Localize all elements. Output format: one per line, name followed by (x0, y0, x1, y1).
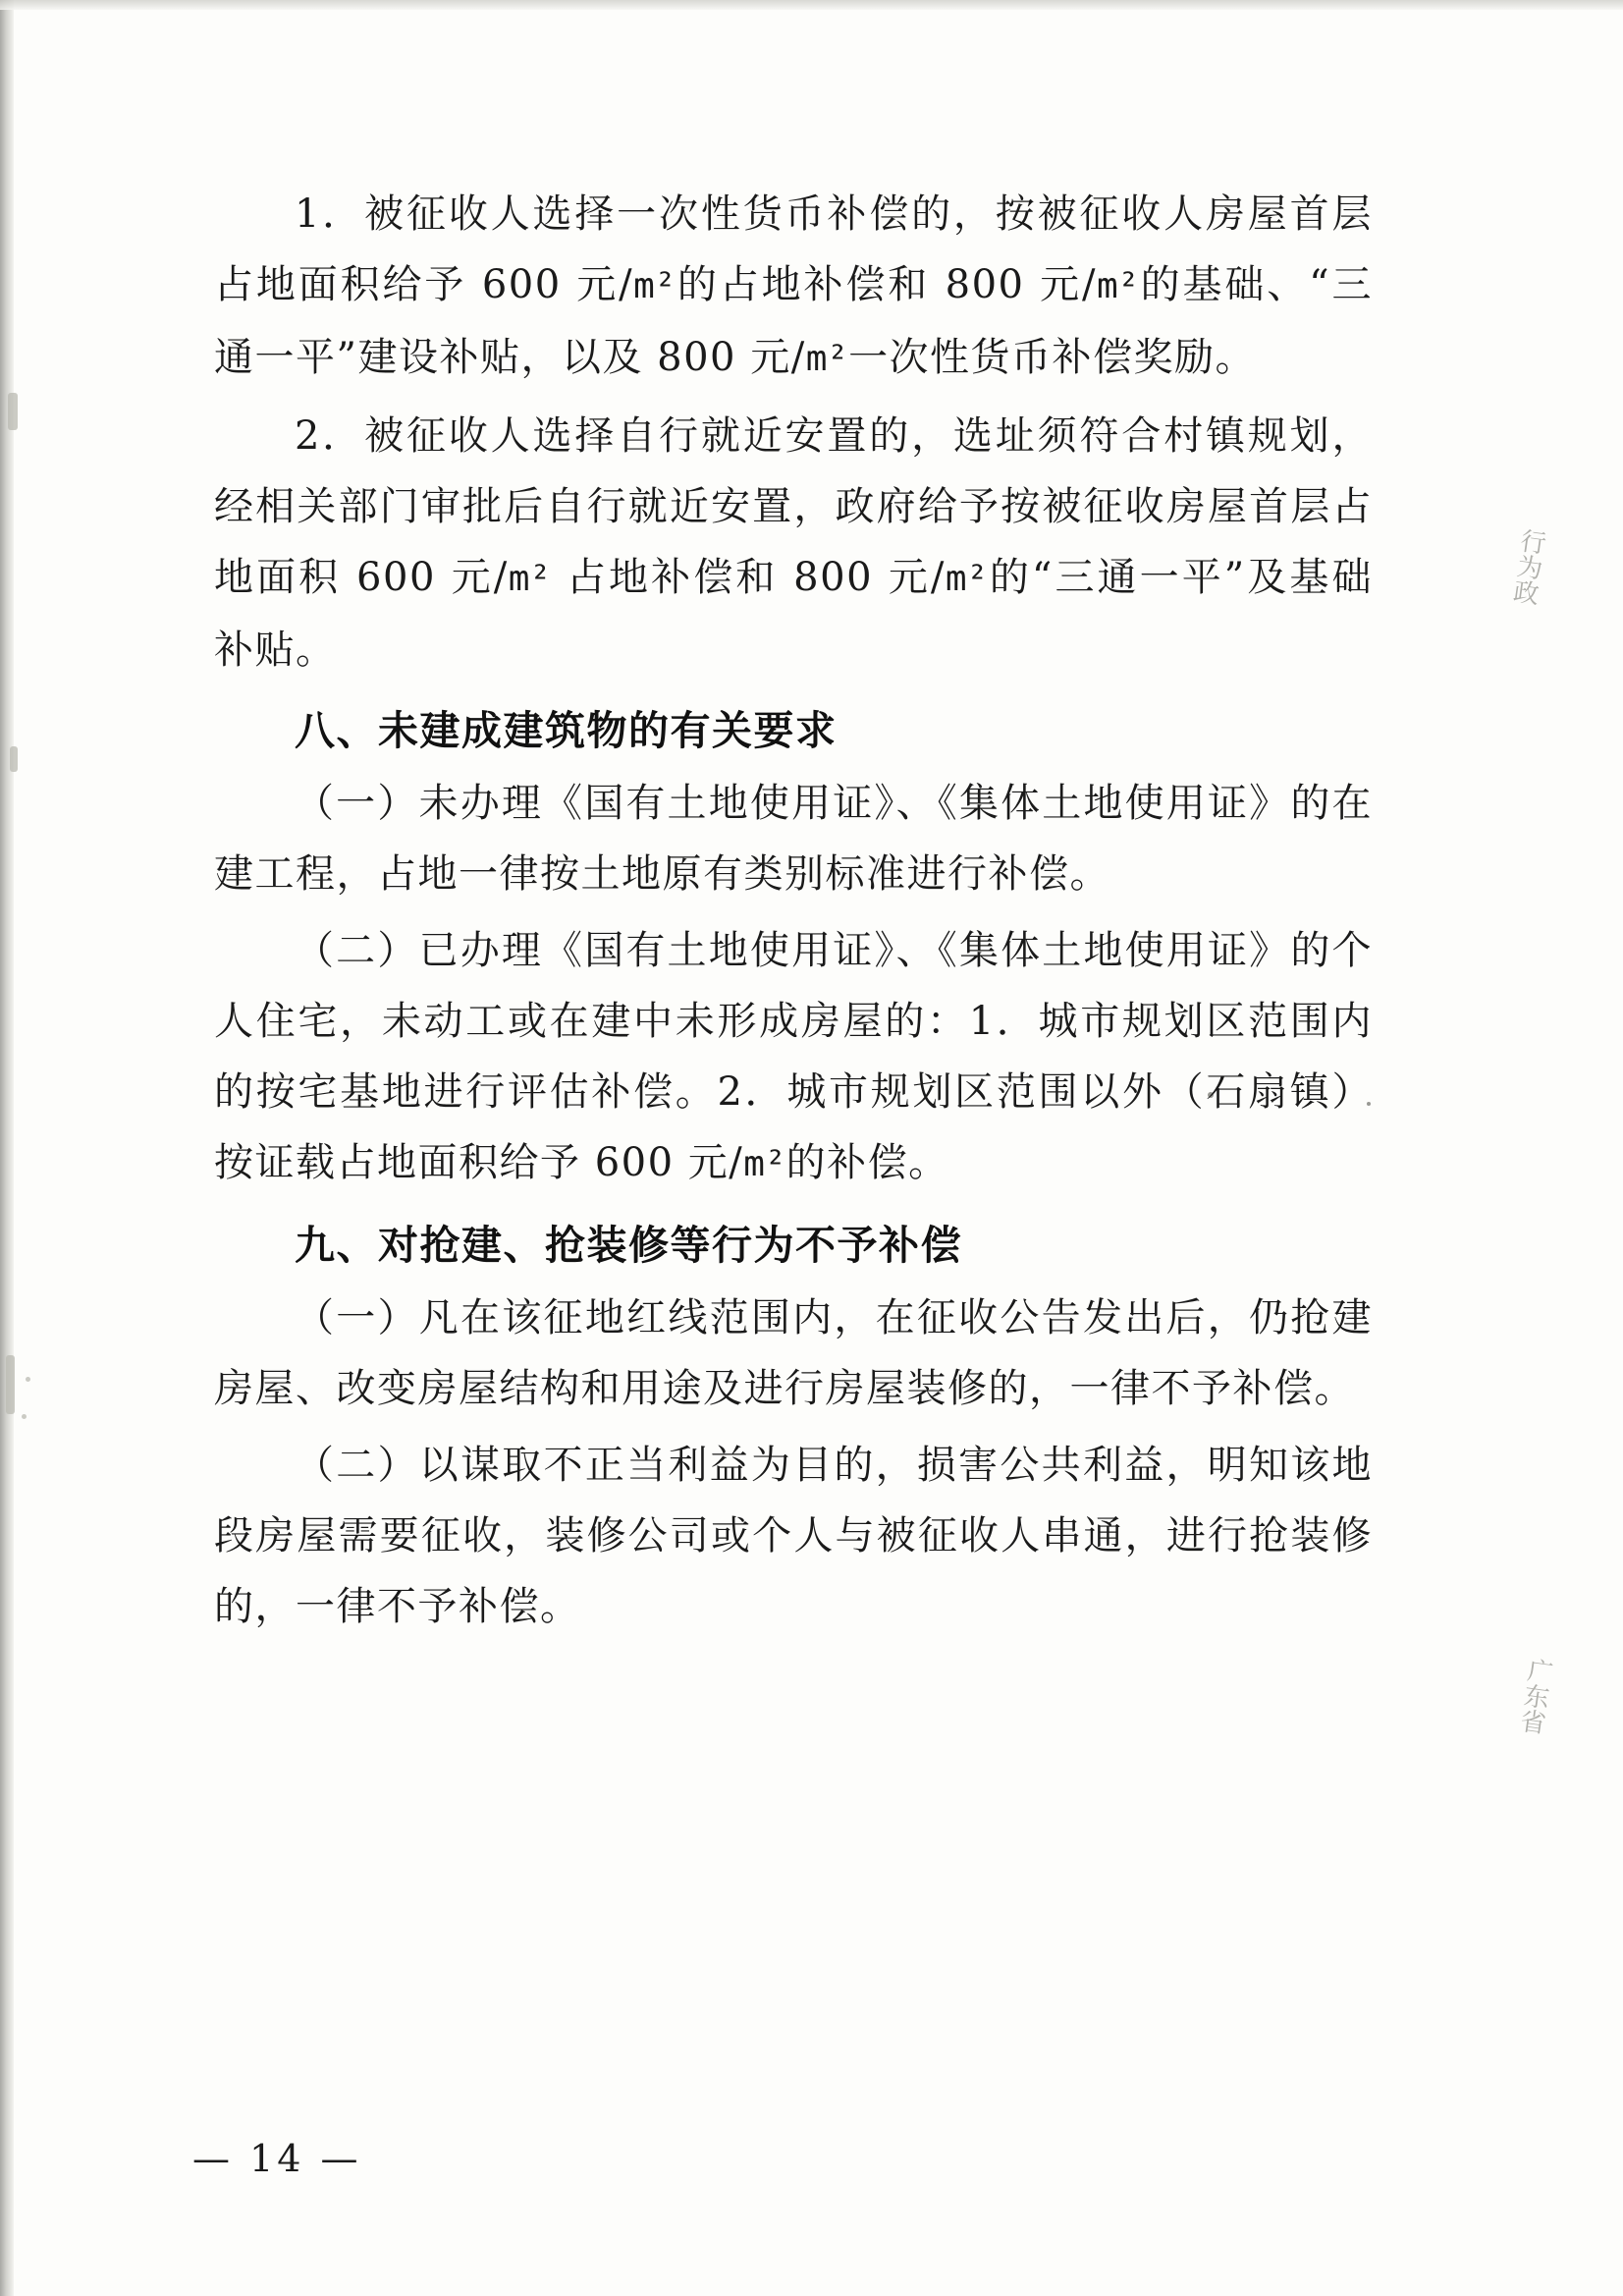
text-run: （二）已办理《国有土地使用证》、《集体土地使用证》的个人住宅，未动工或在建中未形成房屋的：1．城市规划区范围内的按宅基地进行评估补偿。2．城市规划区范围以外（石扇镇）按证载占地面积给予 600 元/ (214, 928, 1373, 1185)
paragraph-nine-2 (214, 1430, 1373, 1642)
text-run: 九、对抢建、抢装修等行为不予补偿 (295, 1222, 962, 1269)
scan-speck (22, 1414, 27, 1419)
unit-square-meter: m² (743, 1144, 786, 1184)
text-run: 的“三通一平”及基础补贴。 (214, 555, 1374, 673)
text-run: 一次性货币补偿奖励。 (848, 335, 1257, 380)
text-run: （二）以谋取不正当利益为目的，损害公共利益，明知该地段房屋需要征收，装修公司或个人与被征收人串通，进行抢装修的，一律不予补偿。 (214, 1443, 1373, 1629)
document-body (214, 179, 1373, 1648)
scan-edge-top (0, 0, 1623, 10)
section-heading-nine (214, 1210, 1373, 1281)
scan-speck (26, 1377, 30, 1382)
paragraph-item-2 (214, 401, 1373, 685)
unit-square-meter: m² (945, 559, 989, 599)
text-run: 的补偿。 (785, 1140, 949, 1185)
paragraph-eight-2 (214, 915, 1373, 1200)
text-run: 1．被征收人选择一次性货币补偿的，按被征收人房屋首层占地面积给予 600 元/ (214, 191, 1373, 307)
scan-speck (8, 393, 18, 430)
paragraph-nine-1 (214, 1283, 1373, 1424)
scan-edge-left (0, 0, 14, 2296)
page-number: — 14 — (192, 2137, 362, 2180)
text-run: 2．被征收人选择自行就近安置的，选址须符合村镇规划，经相关部门审批后自行就近安置，政府给予按被征收房屋首层占地面积 600 元/ (214, 413, 1373, 600)
margin-annotation-upper: 行 为 政 (1511, 526, 1548, 611)
unit-square-meter: m² (508, 559, 552, 599)
unit-square-meter: m² (1096, 266, 1140, 306)
text-run: 占地补偿和 800 元/ (551, 555, 946, 600)
section-heading-eight (214, 695, 1373, 766)
text-run: （一）未办理《国有土地使用证》、《集体土地使用证》的在建工程，占地一律按土地原有类别标准进行补偿。 (214, 781, 1373, 897)
scan-speck (10, 746, 18, 772)
text-run: 的基础、“三通一平”建设补贴，以及 800 元/ (214, 262, 1373, 380)
text-run: （一）凡在该征地红线范围内，在征收公告发出后，仍抢建房屋、改变房屋结构和用途及进行房屋装修的，一律不予补偿。 (214, 1295, 1373, 1411)
paragraph-item-1 (214, 179, 1373, 395)
unit-square-meter: m² (633, 266, 676, 306)
text-run: 的占地补偿和 800 元/ (676, 262, 1097, 307)
unit-square-meter: m² (805, 339, 849, 379)
scan-speck (6, 1355, 15, 1414)
margin-annotation-lower: 广 东 省 (1518, 1656, 1555, 1740)
paragraph-eight-1 (214, 768, 1373, 909)
text-run: 八、未建成建筑物的有关要求 (295, 707, 838, 754)
